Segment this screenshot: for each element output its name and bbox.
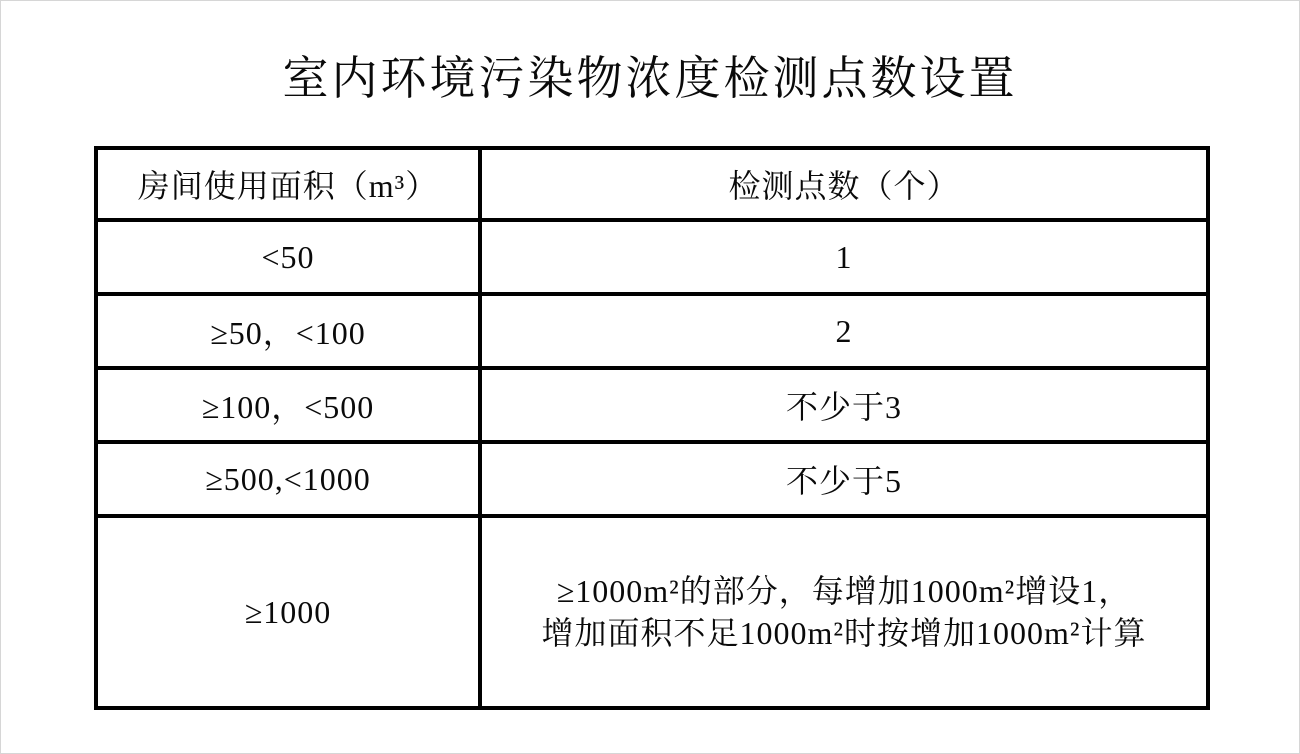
- points-rule-line-2: 增加面积不足1000m²时按增加1000m²计算: [541, 615, 1147, 651]
- table-header-row: [96, 148, 1208, 220]
- points-cell: 1: [480, 220, 1208, 294]
- detection-points-table: [94, 146, 1210, 710]
- area-cell: ≥500,<1000: [96, 442, 480, 516]
- points-cell: [480, 516, 1208, 708]
- area-cell: <50: [96, 220, 480, 294]
- area-cell: ≥1000: [96, 516, 480, 708]
- page-title: 室内环境污染物浓度检测点数设置: [282, 53, 1018, 104]
- points-cell: 不少于5: [480, 442, 1208, 516]
- area-cell: ≥50，<100: [96, 294, 480, 368]
- table-row: [96, 294, 1208, 368]
- header-room-area: 房间使用面积（m³）: [96, 148, 480, 220]
- table-row: [96, 516, 1208, 708]
- table-row: [96, 368, 1208, 442]
- points-cell: 不少于3: [480, 368, 1208, 442]
- points-cell: 2: [480, 294, 1208, 368]
- header-detection-points: 检测点数（个）: [480, 148, 1208, 220]
- table-row: [96, 220, 1208, 294]
- area-cell: ≥100，<500: [96, 368, 480, 442]
- table-row: [96, 442, 1208, 516]
- points-rule-line-1: ≥1000m²的部分，每增加1000m²增设1，: [556, 572, 1132, 609]
